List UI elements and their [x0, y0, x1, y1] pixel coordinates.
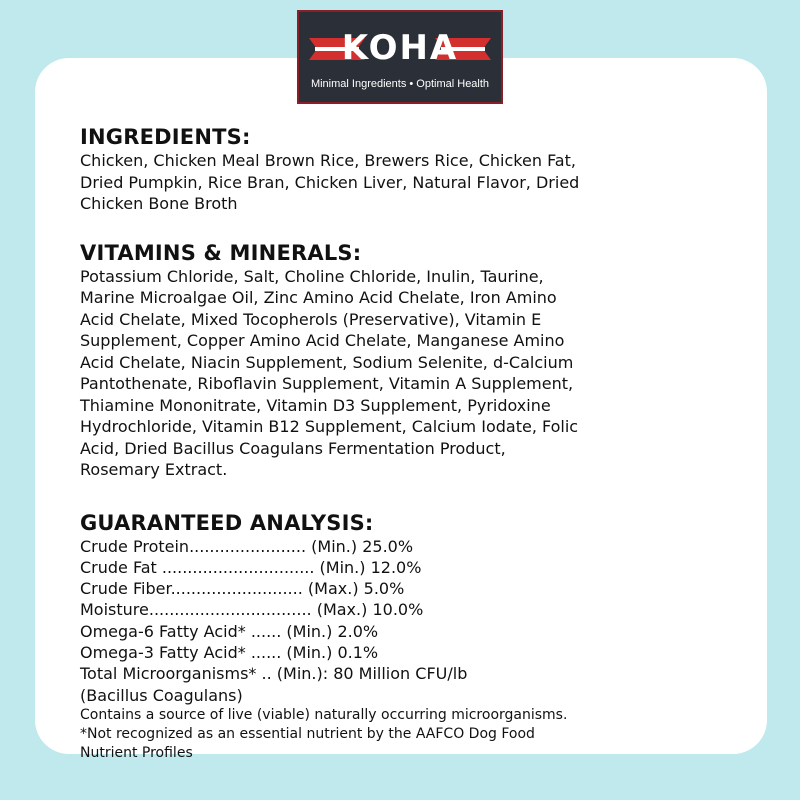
analysis-row: [80, 621, 740, 642]
analysis-qualifier: (Min.): [319, 557, 366, 577]
logo-brand: KOHA: [341, 28, 459, 68]
analysis-qualifier: (Min.): [286, 621, 333, 641]
analysis-section: [80, 510, 740, 763]
analysis-row: [80, 536, 740, 557]
koha-logo: [297, 10, 503, 104]
vitamins-section: [80, 240, 740, 481]
analysis-row: [80, 642, 740, 663]
analysis-label: Crude Fat ..............................: [80, 557, 315, 577]
analysis-label: Omega-3 Fatty Acid* ......: [80, 642, 282, 662]
analysis-row: [80, 663, 740, 684]
analysis-value: 12.0%: [370, 557, 422, 577]
analysis-label: Total Microorganisms* ..: [80, 664, 272, 684]
ingredients-section: [80, 124, 740, 215]
analysis-label: Omega-6 Fatty Acid* ......: [80, 621, 282, 641]
analysis-note: Nutrient Profiles: [80, 744, 193, 761]
vitamins-line: Acid, Dried Bacillus Coagulans Fermentation Product,: [80, 438, 506, 458]
vitamins-line: Potassium Chloride, Salt, Choline Chloride, Inulin, Taurine,: [80, 266, 544, 286]
vitamins-line: Thiamine Mononitrate, Vitamin D3 Supplement, Pyridoxine: [80, 395, 551, 415]
vitamins-line: Acid Chelate, Niacin Supplement, Sodium Selenite, d-Calcium: [80, 352, 574, 372]
ingredients-line: Chicken Bone Broth: [80, 194, 238, 213]
analysis-qualifier: (Min.): [311, 536, 358, 556]
analysis-value: 80 Million CFU/lb: [333, 664, 468, 684]
vitamins-heading: VITAMINS & MINERALS:: [80, 240, 362, 265]
analysis-value: 2.0%: [337, 621, 379, 641]
vitamins-line: Marine Microalgae Oil, Zinc Amino Acid Chelate, Iron Amino: [80, 288, 557, 307]
ingredients-heading: INGREDIENTS:: [80, 125, 251, 149]
label-content: [80, 124, 740, 763]
vitamins-line: Rosemary Extract.: [80, 460, 228, 479]
analysis-note: Contains a source of live (viable) naturally occurring microorganisms.: [80, 706, 568, 723]
analysis-value: 25.0%: [362, 536, 414, 556]
analysis-extra-line: (Bacillus Coagulans): [80, 685, 243, 705]
analysis-row: [80, 557, 740, 578]
analysis-qualifier: (Min.): [286, 642, 333, 662]
logo-tagline: Minimal Ingredients • Optimal Health: [310, 78, 490, 90]
vitamins-line: Acid Chelate, Mixed Tocopherols (Preservative), Vitamin E: [80, 309, 542, 329]
analysis-value: 10.0%: [372, 600, 424, 620]
analysis-value: 0.1%: [337, 642, 379, 662]
analysis-label: Crude Fiber..........................: [80, 579, 303, 599]
analysis-notes: [80, 706, 740, 763]
analysis-qualifier: (Min.):: [276, 664, 329, 684]
analysis-qualifier: (Max.): [316, 600, 368, 620]
vitamins-line: Hydrochloride, Vitamin B12 Supplement, Calcium Iodate, Folic: [80, 417, 579, 436]
analysis-value: 5.0%: [363, 579, 405, 599]
ingredients-text: [80, 150, 740, 215]
vitamins-line: Pantothenate, Riboflavin Supplement, Vitamin A Supplement,: [80, 374, 574, 393]
analysis-label: Moisture................................: [80, 600, 312, 620]
vitamins-line: Supplement, Copper Amino Acid Chelate, Manganese Amino: [80, 331, 565, 350]
analysis-row: [80, 599, 740, 620]
analysis-note: *Not recognized as an essential nutrient by the AAFCO Dog Food: [80, 725, 535, 742]
vitamins-text: [80, 266, 740, 481]
ingredients-line: Dried Pumpkin, Rice Bran, Chicken Liver, Natural Flavor, Dried: [80, 172, 580, 192]
analysis-row: [80, 578, 740, 599]
analysis-qualifier: (Max.): [307, 579, 359, 599]
analysis-table: [80, 536, 740, 706]
analysis-heading: GUARANTEED ANALYSIS:: [80, 510, 374, 535]
ingredients-line: Chicken, Chicken Meal Brown Rice, Brewers Rice, Chicken Fat,: [80, 151, 576, 170]
analysis-label: Crude Protein.......................: [80, 536, 307, 556]
